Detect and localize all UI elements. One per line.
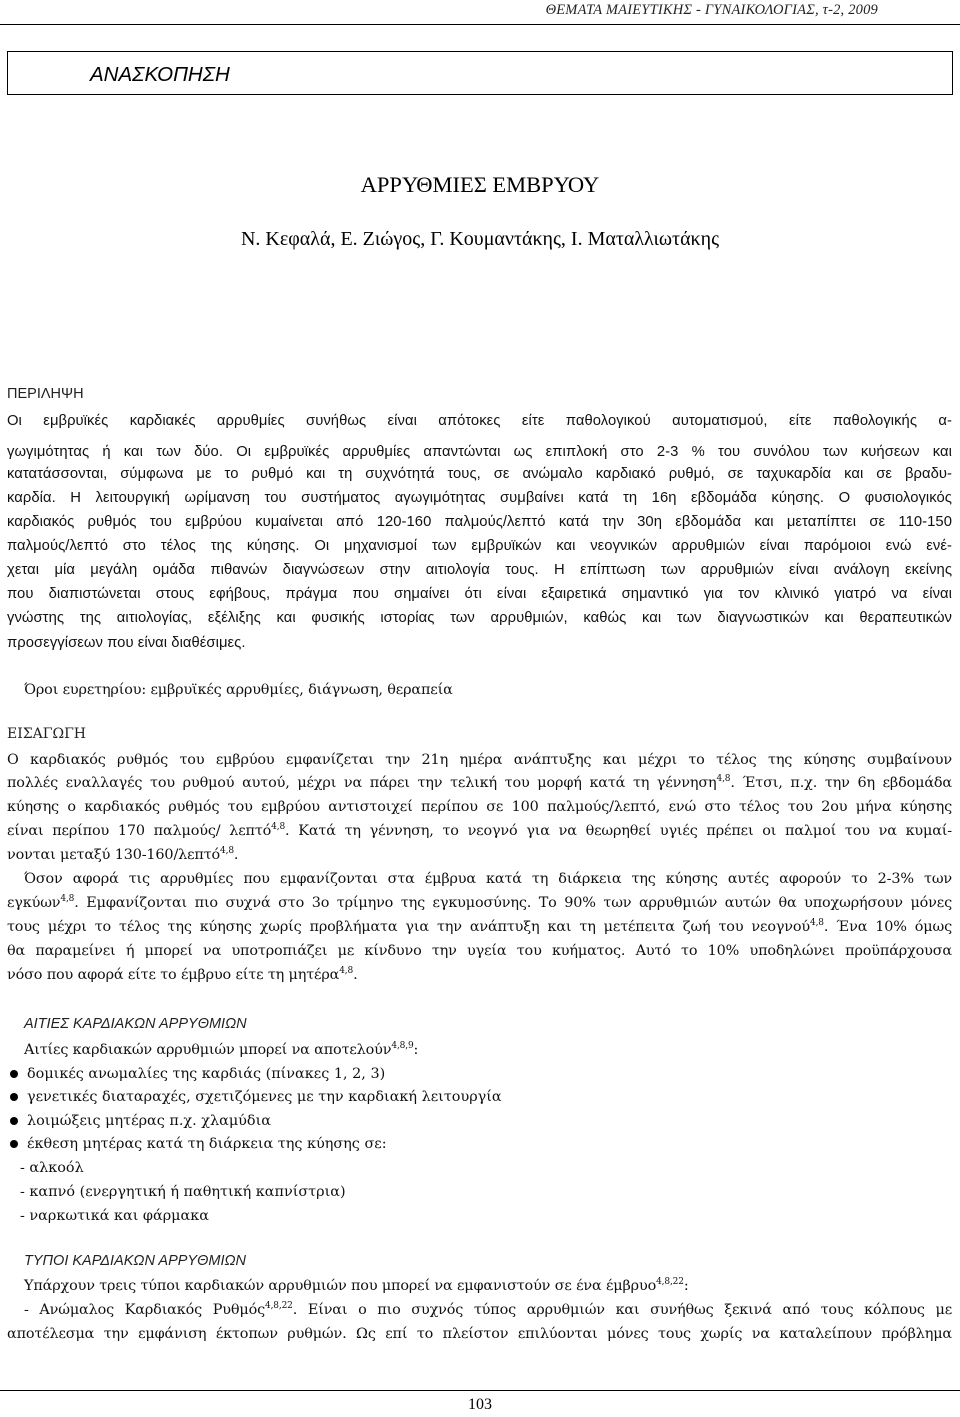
citation: 4,8 xyxy=(716,774,731,784)
abstract-line: χεται μία μεγάλη ομάδα πιθανών διαγνώσεων στην αιτιολογία τους. Η επίπτωση των αρρυθμιών είναι ανάλογη εκείνης xyxy=(7,562,952,578)
intro-line: κύησης ο καρδιακός ρυθμός του εμβρύου αντιστοιχεί περίπου σε 100 παλμούς/λεπτό, ενώ στο τέλος του 2ου μήνα κύησης xyxy=(7,799,952,815)
intro-line: Ο καρδιακός ρυθμός του εμβρύου εμφανίζεται την 21η ημέρα ανάπτυξης και μέχρι το τέλος της κύησης συμβαίνουν xyxy=(7,752,952,768)
review-label: ΑΝΑΣΚΟΠΗΣΗ xyxy=(90,63,230,86)
article-title: ΑΡΡΥΘΜΙΕΣ ΕΜΒΡΥΟΥ xyxy=(360,172,600,197)
exposure-item: - καπνό (ενεργητική ή παθητική καπνίστρια) xyxy=(20,1184,346,1200)
review-label-box xyxy=(7,51,953,95)
abstract-line: κατατάσσονται, σύμφωνα με το ρυθμό και τη συχνότητά τους, σε ανώμαλο καρδιακό ρυθμό, σε ταχυκαρδία και σε βραδυ- xyxy=(7,466,952,482)
citation: 4,8,9 xyxy=(391,1041,414,1051)
citation: 4,8,22 xyxy=(656,1277,684,1287)
abstract-line: Οι εμβρυϊκές καρδιακές αρρυθμίες συνήθως είναι απότοκες είτε παθολογικού αυτοματισμού, είτε παθολογικής α- xyxy=(7,413,952,429)
types-intro: Υπάρχουν τρεις τύποι καρδιακών αρρυθμιών που μπορεί να εμφανιστούν σε ένα έμβρυο$^{4,8,22}$: xyxy=(24,1277,689,1294)
abstract-line: γνώστης της αιτιολογίας, εξέλιξης και φυσικής ιστορίας των αρρυθμιών, καθώς και των διαγνωστικών και θεραπευτικών xyxy=(7,610,952,626)
abstract-line: γωγιμότητας ή και των δύο. Οι εμβρυϊκές αρρυθμίες απαντώνται ως επιπλοκή στο 2-3 % του συνόλου των κυήσεων και xyxy=(7,444,952,460)
page-number: 103 xyxy=(468,1396,492,1413)
intro-line: τους μέχρι το τέλος της κύησης χωρίς προβλήματα για την ανάπτυξη και τη μετέπειτα ζωή του νεογνού$^{4,8}$. Ένα 10% όμως xyxy=(7,918,952,935)
running-head: ΘΕΜΑΤΑ ΜΑΙΕΥΤΙΚΗΣ - ΓΥΝΑΙΚΟΛΟΓΙΑΣ, τ-2, 2009 xyxy=(545,2,878,18)
types-line: αποτέλεσμα την εμφάνιση έκτοπων ρυθμών. Ως επί το πλείστον επιλύονται μόνες τους χωρίς να καταλείπουν πρόβλημα xyxy=(7,1326,952,1342)
exposure-item: - αλκοόλ xyxy=(20,1160,84,1176)
abstract-line: που διαπιστώνεται στους εφήβους, πράγμα που σημαίνει ότι είναι εξαιρετικά σημαντικό για τον κλινικό γιατρό να είναι xyxy=(7,586,952,602)
exposure-item: - ναρκωτικά και φάρμακα xyxy=(20,1208,209,1224)
abstract-line: προσεγγίσεων που είναι διαθέσιμες. xyxy=(7,635,246,651)
bullet-dot xyxy=(10,1070,18,1078)
intro-line: Όσον αφορά τις αρρυθμίες που εμφανίζονται στα έμβρυα κατά τη διάρκεια της κύησης αυτές αφορούν το 2-3% των xyxy=(24,871,952,887)
bullet-dot xyxy=(10,1140,18,1148)
citation: 4,8 xyxy=(810,918,824,928)
causes-heading: ΑΙΤΙΕΣ ΚΑΡΔΙΑΚΩΝ ΑΡΡΥΘΜΙΩΝ xyxy=(24,1016,247,1032)
bullet-dot xyxy=(10,1117,18,1125)
footer-rule xyxy=(0,1390,960,1391)
causes-intro: Αιτίες καρδιακών αρρυθμιών μπορεί να αποτελούν$^{4,8,9}$: xyxy=(24,1041,419,1058)
cause-bullet: έκθεση μητέρας κατά τη διάρκεια της κύησης σε: xyxy=(7,1133,947,1156)
intro-line: πολλές εναλλαγές του ρυθμού αυτού, μέχρι να πάρει την τελική του μορφή κατά τη γέννηση$^{4,8}$. Έτσι, π.χ. την 6η εβδομάδα xyxy=(7,774,952,791)
cause-bullet: γενετικές διαταραχές, σχετιζόμενες με την καρδιακή λειτουργία xyxy=(7,1086,947,1109)
cause-bullet: λοιμώξεις μητέρας π.χ. χλαμύδια xyxy=(7,1110,947,1133)
bullet-dot xyxy=(10,1093,18,1101)
abstract-line: καρδία. Η λειτουργική ωρίμανση του συστήματος αγωγιμότητας συμβαίνει κατά τη 16η εβδομάδα κύησης. Ο φυσιολογικός xyxy=(7,490,952,506)
citation: 4,8 xyxy=(60,894,75,904)
types-heading: ΤΥΠΟΙ ΚΑΡΔΙΑΚΩΝ ΑΡΡΥΘΜΙΩΝ xyxy=(24,1253,246,1269)
citation: 4,8 xyxy=(271,822,286,832)
citation: 4,8,22 xyxy=(265,1301,293,1311)
citation: 4,8 xyxy=(220,846,234,856)
cause-bullet: δομικές ανωμαλίες της καρδιάς (πίνακες 1, 2, 3) xyxy=(7,1063,947,1086)
intro-line: είναι περίπου 170 παλμούς/ λεπτό$^{4,8}$. Κατά τη γέννηση, το νεογνό για να θεωρηθεί υγιές πρέπει οι παλμοί του να κυμαί- xyxy=(7,822,952,839)
intro-line: θα παραμείνει ή μπορεί να υποτροπιάζει με κίνδυνο την υγεία του κυήματος. Αυτό το 10% υποδηλώνει προϋπάρχουσα xyxy=(7,943,952,959)
types-line: - Ανώμαλος Καρδιακός Ρυθμός$^{4,8,22}$. Είναι ο πιο συχνός τύπος αρρυθμιών και συνήθως ξεκινά από τους κόλπους με xyxy=(24,1301,952,1318)
abstract-line: καρδιακός ρυθμός του εμβρύου κυμαίνεται από 120-160 παλμούς/λεπτό κατά την 30η εβδομάδα και μεταπίπτει σε 110-150 xyxy=(7,514,952,530)
header-rule xyxy=(0,24,960,25)
abstract-line: παλμούς/λεπτό στο τέλος της κύησης. Οι μηχανισμοί των εμβρυϊκών και νεογνικών αρρυθμιών είναι παρόμοιοι ενώ ενέ- xyxy=(7,538,952,554)
intro-heading: ΕΙΣΑΓΩΓΗ xyxy=(7,726,87,742)
citation: 4,8 xyxy=(339,966,354,976)
keywords: Όροι ευρετηρίου: εμβρυϊκές αρρυθμίες, διάγνωση, θεραπεία xyxy=(24,682,453,698)
intro-line: νονται μεταξύ 130-160/λεπτό$^{4,8}$. xyxy=(7,846,239,863)
intro-line: νόσο που αφορά είτε το έμβρυο είτε τη μητέρα$^{4,8}$. xyxy=(7,966,358,983)
article-authors: Ν. Κεφαλά, Ε. Ζιώγος, Γ. Κουμαντάκης, Ι. Ματαλλιωτάκης xyxy=(240,228,720,250)
abstract-heading: ΠΕΡΙΛΗΨΗ xyxy=(7,386,84,402)
intro-line: εγκύων$^{4,8}$. Εμφανίζονται πιο συχνά στο 3ο τρίμηνο της εγκυμοσύνης. Το 90% των αρρυθμιών αυτών θα υποχωρήσουν μόνες xyxy=(7,894,952,911)
